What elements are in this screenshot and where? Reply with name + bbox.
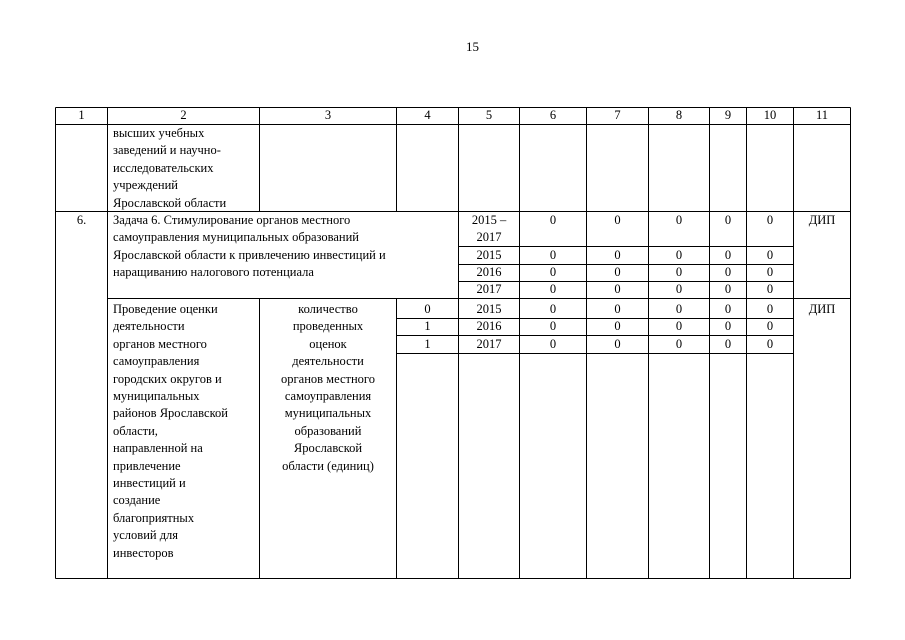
value-cell: 0 — [614, 337, 621, 351]
header-cell: 1 — [78, 108, 85, 122]
year-cell: 2017 — [476, 337, 502, 351]
task-title — [113, 212, 458, 282]
year-cell: 2015 — [476, 248, 502, 262]
text-line: деятельности — [292, 354, 364, 369]
text-line: направленной на — [113, 441, 203, 456]
value-cell: 0 — [614, 265, 621, 279]
text-line: оценок — [309, 336, 347, 351]
indicator-description — [260, 301, 396, 475]
header-cell: 10 — [763, 108, 777, 122]
value-cell: 0 — [724, 282, 732, 296]
text-line: высших учебных — [113, 126, 205, 140]
page-number: 15 — [466, 39, 479, 54]
text-line: заведений и научно- — [113, 143, 221, 158]
target-cell: 0 — [424, 302, 431, 316]
header-cell: 5 — [485, 108, 493, 122]
value-cell: 0 — [766, 319, 774, 333]
value-cell: 0 — [549, 319, 557, 333]
value-cell: 0 — [614, 302, 621, 316]
value-cell: 0 — [766, 337, 774, 351]
activity-description — [113, 301, 259, 562]
year-cell: 2015 — [476, 302, 502, 316]
text-line: инвестиций и — [113, 476, 186, 491]
value-cell: 0 — [675, 213, 683, 227]
continued-text-cell — [113, 125, 259, 212]
target-cell: 1 — [424, 337, 431, 351]
value-cell: 0 — [766, 282, 774, 296]
value-cell: 0 — [549, 302, 557, 316]
task-number: 6. — [76, 213, 87, 227]
value-cell: 0 — [549, 265, 557, 279]
value-cell: 0 — [675, 337, 683, 351]
value-cell: 0 — [675, 319, 683, 333]
header-cell: 2 — [180, 108, 187, 122]
value-cell: 0 — [549, 248, 557, 262]
text-line: самоуправления — [284, 389, 372, 404]
responsible-cell: ДИП — [808, 302, 836, 316]
text-line: Ярославской области к привлечению инвестиций и — [113, 247, 386, 262]
text-line: районов Ярославской — [113, 406, 228, 421]
year-cell: 2016 — [476, 319, 502, 333]
text-line: количество — [298, 302, 358, 316]
header-cell: 4 — [424, 108, 431, 122]
year-cell: 2017 — [476, 282, 502, 296]
header-cell: 8 — [675, 108, 683, 122]
text-line: Проведение оценки — [113, 302, 218, 316]
text-line: органов местного — [281, 371, 375, 386]
value-cell: 0 — [724, 265, 732, 279]
value-cell: 0 — [614, 248, 621, 262]
value-cell: 0 — [675, 302, 683, 316]
text-line: образований — [294, 423, 362, 438]
value-cell: 0 — [549, 337, 557, 351]
text-line: привлечение — [113, 458, 181, 473]
text-line: проведенных — [292, 319, 364, 334]
value-cell: 0 — [766, 302, 774, 316]
period-line: 2017 — [476, 230, 502, 245]
text-line: учреждений — [113, 178, 178, 193]
value-cell: 0 — [724, 213, 732, 227]
value-cell: 0 — [766, 265, 774, 279]
text-line: инвесторов — [113, 545, 174, 560]
header-cell: 11 — [815, 108, 829, 122]
target-cell: 1 — [424, 319, 431, 333]
responsible-cell: ДИП — [808, 213, 836, 227]
task-period — [459, 212, 519, 247]
text-line: создание — [113, 493, 161, 508]
text-line: области, — [113, 423, 158, 438]
value-cell: 0 — [724, 302, 732, 316]
value-cell: 0 — [766, 213, 774, 227]
text-line: муниципальных — [284, 406, 372, 421]
header-cell: 9 — [724, 108, 732, 122]
text-line: Ярославской области — [113, 195, 227, 210]
value-cell: 0 — [675, 265, 683, 279]
text-line: условий для — [113, 528, 179, 543]
year-cell: 2016 — [476, 265, 502, 279]
value-cell: 0 — [766, 248, 774, 262]
text-line: наращиванию налогового потенциала — [113, 265, 314, 280]
value-cell: 0 — [724, 337, 732, 351]
text-line: городских округов и — [113, 371, 222, 386]
value-cell: 0 — [675, 248, 683, 262]
text-line: органов местного — [113, 336, 207, 351]
value-cell: 0 — [675, 282, 683, 296]
value-cell: 0 — [549, 282, 557, 296]
text-line: области (единиц) — [282, 458, 374, 473]
text-line: благоприятных — [113, 510, 195, 525]
text-line: самоуправления муниципальных образований — [113, 230, 359, 245]
value-cell: 0 — [724, 319, 732, 333]
text-line: деятельности — [113, 319, 185, 334]
value-cell: 0 — [724, 248, 732, 262]
header-cell: 3 — [324, 108, 332, 122]
text-line: самоуправления — [113, 354, 200, 369]
value-cell: 0 — [549, 213, 557, 227]
value-cell: 0 — [614, 213, 621, 227]
text-line: Задача 6. Стимулирование органов местного — [113, 213, 351, 227]
value-cell: 0 — [614, 319, 621, 333]
header-cell: 7 — [614, 108, 621, 122]
period-line: 2015 – — [471, 213, 507, 227]
value-cell: 0 — [614, 282, 621, 296]
text-line: Ярославской — [293, 441, 363, 456]
header-cell: 6 — [549, 108, 557, 122]
text-line: муниципальных — [113, 389, 200, 404]
text-line: исследовательских — [113, 160, 214, 175]
